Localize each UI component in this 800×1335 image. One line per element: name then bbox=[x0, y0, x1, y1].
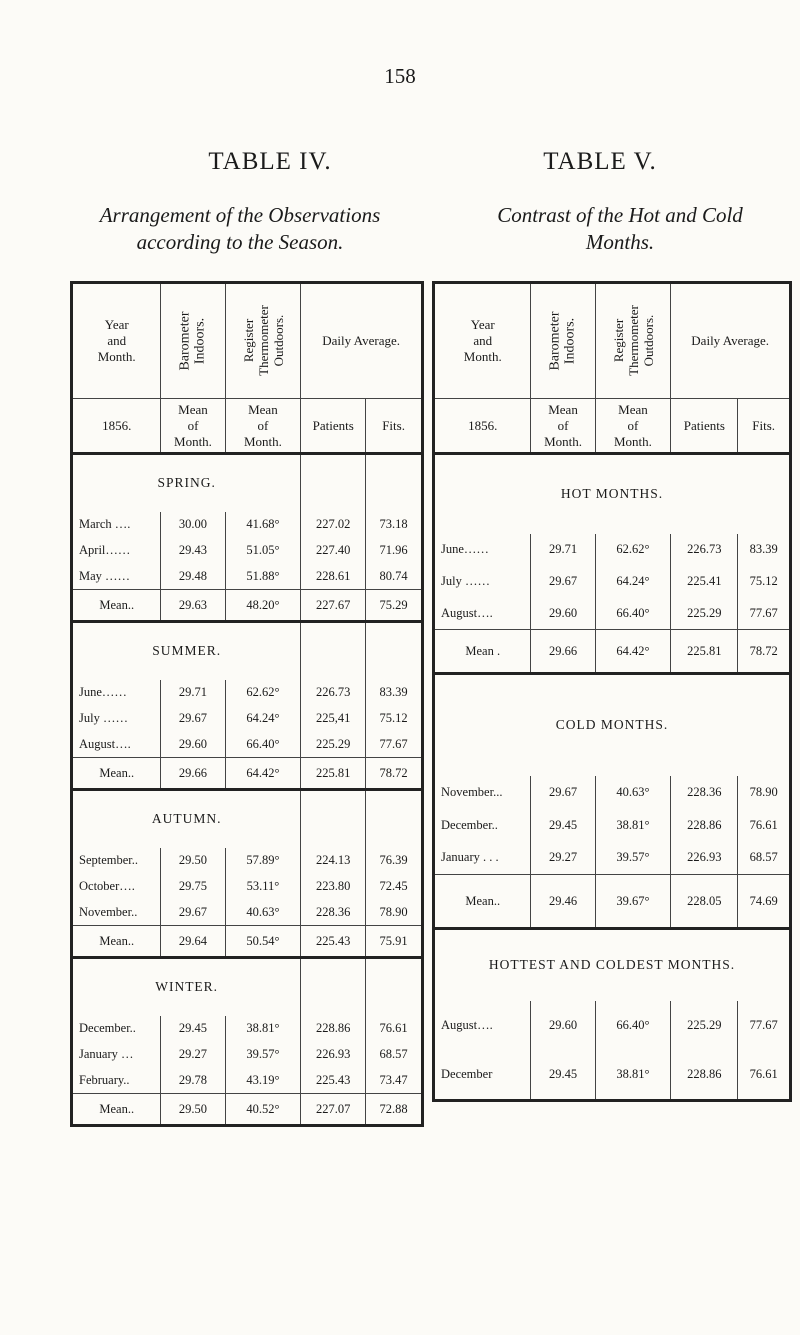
patients-cell: 227.67 bbox=[301, 590, 366, 622]
month-cell: November... bbox=[441, 784, 503, 799]
barometer-cell: 29.78 bbox=[161, 1068, 225, 1094]
thermometer-cell: 62.62° bbox=[595, 534, 671, 566]
header-mean-baro: Mean of Month. bbox=[161, 399, 225, 454]
thermometer-cell: 43.19° bbox=[225, 1068, 301, 1094]
fits-cell: 74.69 bbox=[738, 875, 791, 929]
section-title: WINTER. bbox=[155, 979, 219, 995]
table-row bbox=[72, 680, 423, 706]
fits-cell: 75.91 bbox=[366, 926, 423, 958]
table-row bbox=[72, 512, 423, 538]
page-number: 158 bbox=[384, 64, 416, 88]
patients-cell: 228.86 bbox=[301, 1016, 366, 1042]
table-row bbox=[434, 566, 791, 598]
fits-cell: 72.45 bbox=[366, 874, 423, 900]
header-patients: Patients bbox=[671, 399, 738, 454]
blank-cell bbox=[301, 622, 366, 680]
thermometer-cell: 66.40° bbox=[595, 598, 671, 630]
table-iv-title: TABLE IV. bbox=[208, 148, 332, 175]
blank-cell bbox=[366, 454, 423, 512]
header-fits: Fits. bbox=[738, 399, 791, 454]
barometer-cell: 29.45 bbox=[531, 809, 595, 842]
table-row bbox=[72, 848, 423, 874]
table-row bbox=[72, 1042, 423, 1068]
blank-cell bbox=[301, 958, 366, 1016]
table-row bbox=[434, 776, 791, 809]
barometer-cell: 29.50 bbox=[161, 1094, 225, 1126]
subtitle-line: Contrast of the Hot and Cold bbox=[497, 203, 743, 227]
thermometer-cell: 40.63° bbox=[225, 900, 301, 926]
thermometer-cell: 62.62° bbox=[225, 680, 301, 706]
patients-cell: 228.61 bbox=[301, 564, 366, 590]
thermometer-cell: 48.20° bbox=[225, 590, 301, 622]
patients-cell: 223.80 bbox=[301, 874, 366, 900]
fits-cell: 77.67 bbox=[738, 598, 791, 630]
month-cell: December.. bbox=[441, 817, 498, 832]
fits-cell: 78.90 bbox=[738, 776, 791, 809]
mean-row bbox=[72, 926, 423, 958]
barometer-cell: 29.66 bbox=[161, 758, 225, 790]
barometer-cell: 30.00 bbox=[161, 512, 225, 538]
header-year: 1856. bbox=[434, 399, 531, 454]
thermometer-cell: 66.40° bbox=[225, 732, 301, 758]
patients-cell: 225.29 bbox=[301, 732, 366, 758]
section-header bbox=[434, 454, 791, 534]
thermometer-cell: 66.40° bbox=[595, 1001, 671, 1051]
thermometer-cell: 57.89° bbox=[225, 848, 301, 874]
table-row bbox=[72, 706, 423, 732]
table-row bbox=[434, 534, 791, 566]
barometer-cell: 29.75 bbox=[161, 874, 225, 900]
fits-cell: 77.67 bbox=[366, 732, 423, 758]
header-fits: Fits. bbox=[366, 399, 423, 454]
barometer-cell: 29.60 bbox=[161, 732, 225, 758]
barometer-cell: 29.64 bbox=[161, 926, 225, 958]
blank-cell bbox=[301, 454, 366, 512]
barometer-cell: 29.67 bbox=[531, 566, 595, 598]
patients-cell: 226.93 bbox=[301, 1042, 366, 1068]
section-header bbox=[72, 958, 423, 1016]
section-title: HOT MONTHS. bbox=[560, 486, 664, 502]
blank-cell bbox=[366, 622, 423, 680]
fits-cell: 71.96 bbox=[366, 538, 423, 564]
blank-cell bbox=[366, 790, 423, 848]
fits-cell: 78.90 bbox=[366, 900, 423, 926]
month-cell: September.. bbox=[79, 853, 139, 867]
section-header bbox=[434, 674, 791, 776]
fits-cell: 75.12 bbox=[366, 706, 423, 732]
fits-cell: 78.72 bbox=[366, 758, 423, 790]
fits-cell: 83.39 bbox=[366, 680, 423, 706]
table-iv-subtitle bbox=[60, 202, 420, 256]
patients-cell: 227.02 bbox=[301, 512, 366, 538]
fits-cell: 80.74 bbox=[366, 564, 423, 590]
header-barometer: Barometer Indoors. bbox=[161, 283, 225, 399]
thermometer-cell: 64.42° bbox=[595, 630, 671, 674]
table-v bbox=[432, 281, 792, 1102]
fits-cell: 75.12 bbox=[738, 566, 791, 598]
table-row bbox=[72, 1068, 423, 1094]
month-cell: January . . . bbox=[434, 842, 531, 875]
thermometer-cell: 38.81° bbox=[595, 809, 671, 842]
thermometer-cell: 39.57° bbox=[595, 842, 671, 875]
thermometer-cell: 38.81° bbox=[595, 1051, 671, 1101]
thermometer-cell: 51.88° bbox=[225, 564, 301, 590]
month-cell: Mean.. bbox=[72, 926, 161, 958]
barometer-cell: 29.60 bbox=[531, 598, 595, 630]
barometer-cell: 29.50 bbox=[161, 848, 225, 874]
patients-cell: 226.73 bbox=[671, 534, 738, 566]
month-cell: August…. bbox=[434, 598, 531, 630]
month-cell: June…… bbox=[441, 542, 489, 556]
patients-cell: 228.05 bbox=[671, 875, 738, 929]
table-row bbox=[434, 842, 791, 875]
section-title: SPRING. bbox=[157, 475, 216, 491]
barometer-cell: 29.67 bbox=[161, 900, 225, 926]
section-title: AUTUMN. bbox=[151, 811, 222, 827]
fits-cell: 76.61 bbox=[366, 1016, 423, 1042]
month-cell: Mean.. bbox=[72, 758, 161, 790]
barometer-cell: 29.71 bbox=[161, 680, 225, 706]
table-v-subtitle bbox=[440, 202, 800, 256]
fits-cell: 75.29 bbox=[366, 590, 423, 622]
patients-cell: 224.13 bbox=[301, 848, 366, 874]
blank-cell bbox=[366, 958, 423, 1016]
month-cell: Mean.. bbox=[434, 875, 531, 929]
barometer-cell: 29.45 bbox=[161, 1016, 225, 1042]
table-row bbox=[72, 538, 423, 564]
fits-cell: 76.61 bbox=[738, 809, 791, 842]
mean-row bbox=[72, 590, 423, 622]
patients-cell: 225,41 bbox=[301, 706, 366, 732]
month-cell: March …. bbox=[79, 517, 131, 531]
mean-row bbox=[72, 1094, 423, 1126]
patients-cell: 227.40 bbox=[301, 538, 366, 564]
table-v-title: TABLE V. bbox=[543, 148, 657, 175]
fits-cell: 68.57 bbox=[366, 1042, 423, 1068]
barometer-cell: 29.45 bbox=[531, 1051, 595, 1101]
month-cell: July …… bbox=[441, 574, 490, 588]
table-iv bbox=[70, 281, 424, 1127]
barometer-cell: 29.66 bbox=[531, 630, 595, 674]
thermometer-cell: 51.05° bbox=[225, 538, 301, 564]
header-mean-thermo: Mean of Month. bbox=[225, 399, 301, 454]
month-cell: June…… bbox=[79, 685, 127, 699]
thermometer-cell: 41.68° bbox=[225, 512, 301, 538]
month-cell: Mean.. bbox=[72, 590, 161, 622]
thermometer-cell: 53.11° bbox=[225, 874, 301, 900]
patients-cell: 228.86 bbox=[671, 1051, 738, 1101]
fits-cell: 73.18 bbox=[366, 512, 423, 538]
barometer-cell: 29.48 bbox=[161, 564, 225, 590]
header-daily-average: Daily Average. bbox=[671, 283, 791, 399]
fits-cell: 73.47 bbox=[366, 1068, 423, 1094]
month-cell: Mean . bbox=[434, 630, 531, 674]
barometer-cell: 29.27 bbox=[531, 842, 595, 875]
patients-cell: 225.29 bbox=[671, 598, 738, 630]
fits-cell: 83.39 bbox=[738, 534, 791, 566]
patients-cell: 225.43 bbox=[301, 926, 366, 958]
subtitle-line: Months. bbox=[585, 230, 655, 254]
patients-cell: 226.73 bbox=[301, 680, 366, 706]
section-header bbox=[72, 622, 423, 680]
barometer-cell: 29.43 bbox=[161, 538, 225, 564]
thermometer-cell: 50.54° bbox=[225, 926, 301, 958]
table-row bbox=[72, 874, 423, 900]
patients-cell: 225.81 bbox=[301, 758, 366, 790]
thermometer-cell: 64.24° bbox=[595, 566, 671, 598]
month-cell: October…. bbox=[79, 879, 135, 893]
fits-cell: 76.39 bbox=[366, 848, 423, 874]
section-header bbox=[72, 790, 423, 848]
header-barometer: Barometer Indoors. bbox=[531, 283, 595, 399]
month-cell: January … bbox=[79, 1047, 134, 1061]
section-title: SUMMER. bbox=[152, 643, 222, 659]
month-cell: August…. bbox=[441, 1018, 493, 1032]
table-row bbox=[72, 900, 423, 926]
section-header bbox=[72, 454, 423, 512]
subtitle-line: according to the Season. bbox=[136, 230, 344, 254]
barometer-cell: 29.27 bbox=[161, 1042, 225, 1068]
header-patients: Patients bbox=[301, 399, 366, 454]
month-cell: December.. bbox=[79, 1021, 136, 1035]
patients-cell: 227.07 bbox=[301, 1094, 366, 1126]
thermometer-cell: 40.63° bbox=[595, 776, 671, 809]
patients-cell: 228.36 bbox=[301, 900, 366, 926]
header-year-month: Year and Month. bbox=[72, 283, 161, 399]
month-cell: Mean.. bbox=[99, 1101, 135, 1116]
patients-cell: 225.41 bbox=[671, 566, 738, 598]
table-row bbox=[72, 1016, 423, 1042]
month-cell: August…. bbox=[72, 732, 161, 758]
table-row bbox=[434, 1001, 791, 1051]
table-row bbox=[434, 809, 791, 842]
table-row bbox=[72, 732, 423, 758]
fits-cell: 77.67 bbox=[738, 1001, 791, 1051]
thermometer-cell: 64.24° bbox=[225, 706, 301, 732]
thermometer-cell: 40.52° bbox=[225, 1094, 301, 1126]
month-cell: December bbox=[441, 1067, 493, 1082]
thermometer-cell: 39.67° bbox=[595, 875, 671, 929]
mean-row bbox=[434, 630, 791, 674]
month-cell: July …… bbox=[79, 711, 128, 725]
section-title: HOTTEST AND COLDEST MONTHS. bbox=[488, 957, 736, 973]
header-thermometer: Register Thermometer Outdoors. bbox=[595, 283, 671, 399]
thermometer-cell: 64.42° bbox=[225, 758, 301, 790]
barometer-cell: 29.46 bbox=[531, 875, 595, 929]
month-cell: February.. bbox=[72, 1068, 161, 1094]
patients-cell: 225.43 bbox=[301, 1068, 366, 1094]
barometer-cell: 29.71 bbox=[531, 534, 595, 566]
subtitle-line: Arrangement of the Observations bbox=[99, 203, 381, 227]
patients-cell: 225.29 bbox=[671, 1001, 738, 1051]
month-cell: November.. bbox=[72, 900, 161, 926]
header-thermometer: Register Thermometer Outdoors. bbox=[225, 283, 301, 399]
patients-cell: 228.86 bbox=[671, 809, 738, 842]
table-row bbox=[434, 598, 791, 630]
mean-row bbox=[434, 875, 791, 929]
patients-cell: 228.36 bbox=[671, 776, 738, 809]
header-year: 1856. bbox=[72, 399, 161, 454]
thermometer-cell: 38.81° bbox=[225, 1016, 301, 1042]
header-daily-average: Daily Average. bbox=[301, 283, 423, 399]
barometer-cell: 29.67 bbox=[531, 776, 595, 809]
table-row bbox=[72, 564, 423, 590]
barometer-cell: 29.63 bbox=[161, 590, 225, 622]
header-mean-thermo: Mean of Month. bbox=[595, 399, 671, 454]
header-year-month: Year and Month. bbox=[434, 283, 531, 399]
table-row bbox=[434, 1051, 791, 1101]
mean-row bbox=[72, 758, 423, 790]
fits-cell: 72.88 bbox=[366, 1094, 423, 1126]
header-mean-baro: Mean of Month. bbox=[531, 399, 595, 454]
section-title: COLD MONTHS. bbox=[555, 717, 669, 733]
blank-cell bbox=[301, 790, 366, 848]
patients-cell: 226.93 bbox=[671, 842, 738, 875]
month-cell: May …… bbox=[72, 564, 161, 590]
thermometer-cell: 39.57° bbox=[225, 1042, 301, 1068]
fits-cell: 78.72 bbox=[738, 630, 791, 674]
fits-cell: 76.61 bbox=[738, 1051, 791, 1101]
barometer-cell: 29.67 bbox=[161, 706, 225, 732]
barometer-cell: 29.60 bbox=[531, 1001, 595, 1051]
patients-cell: 225.81 bbox=[671, 630, 738, 674]
month-cell: April…… bbox=[79, 543, 131, 557]
section-header bbox=[434, 929, 791, 1001]
fits-cell: 68.57 bbox=[738, 842, 791, 875]
